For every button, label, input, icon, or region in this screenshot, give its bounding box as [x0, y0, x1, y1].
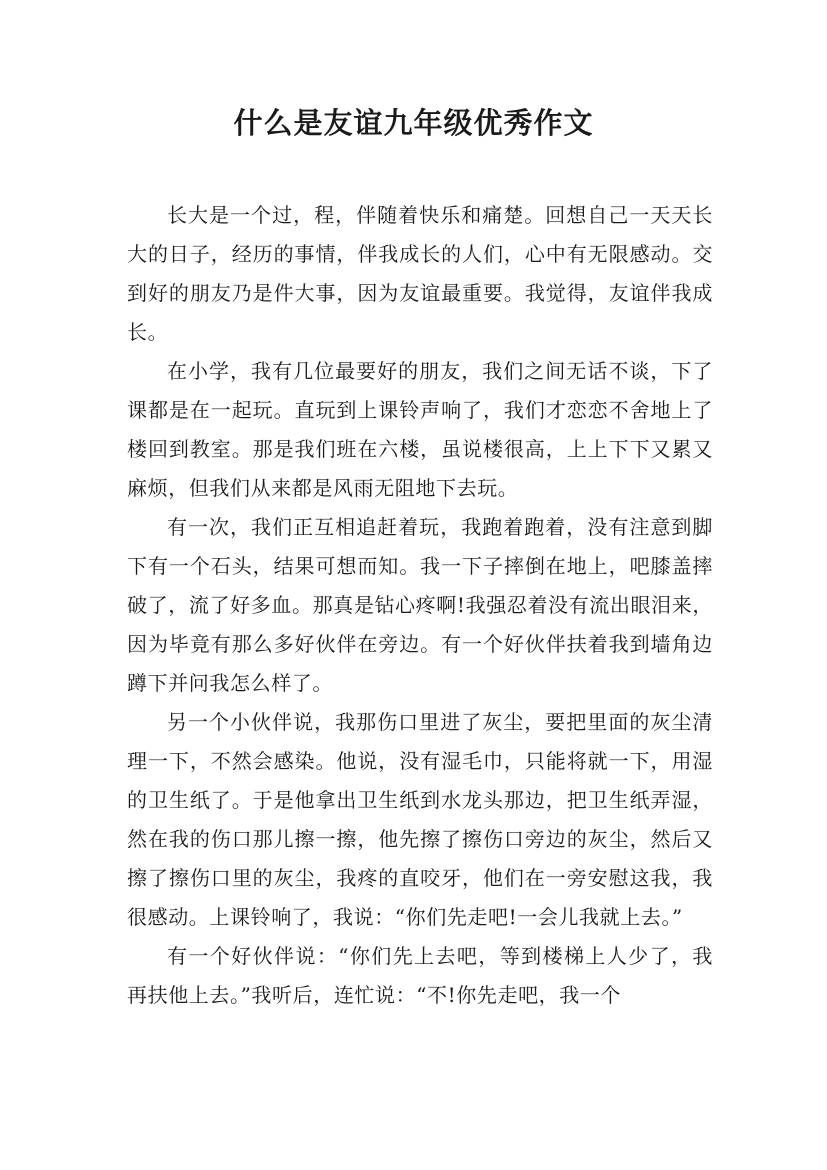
essay-body — [127, 196, 713, 1015]
paragraph-3: 有一次，我们正互相追赶着玩，我跑着跑着，没有注意到脚下有一个石头，结果可想而知。我一下子摔倒在地上，吧膝盖摔破了，流了好多血。那真是钻心疼啊!我强忍着没有流出眼泪来，因为毕竟有那么多好伙伴在旁边。有一个好伙伴扶着我到墙角边蹲下并问我怎么样了。 — [127, 515, 713, 695]
paragraph-2: 在小学，我有几位最要好的朋友，我们之间无话不谈，下了课都是在一起玩。直玩到上课铃声响了，我们才恋恋不舍地上了楼回到教室。那是我们班在六楼，虽说楼很高，上上下下又累又麻烦，但我们从来都是风雨无阻地下去玩。 — [127, 359, 713, 500]
paragraph-4: 另一个小伙伴说，我那伤口里进了灰尘，要把里面的灰尘清理一下，不然会感染。他说，没有湿毛巾，只能将就一下，用湿的卫生纸了。于是他拿出卫生纸到水龙头那边，把卫生纸弄湿，然在我的伤口那儿擦一擦，他先擦了擦伤口旁边的灰尘，然后又擦了擦伤口里的灰尘，我疼的直咬牙，他们在一旁安慰这我，我很感动。上课铃响了，我说：“你们先走吧!一会儿我就上去。” — [127, 710, 713, 929]
paragraph-5: 有一个好伙伴说：“你们先上去吧，等到楼梯上人少了，我再扶他上去。”我听后，连忙说：“不!你先走吧，我一个 — [127, 944, 713, 1007]
paragraph-1: 长大是一个过，程，伴随着快乐和痛楚。回想自己一天天长大的日子，经历的事情，伴我成长的人们，心中有无限感动。交到好的朋友乃是件大事，因为友谊最重要。我觉得，友谊伴我成长。 — [127, 203, 713, 344]
document-title: 什么是友谊九年级优秀作文 — [233, 106, 594, 140]
